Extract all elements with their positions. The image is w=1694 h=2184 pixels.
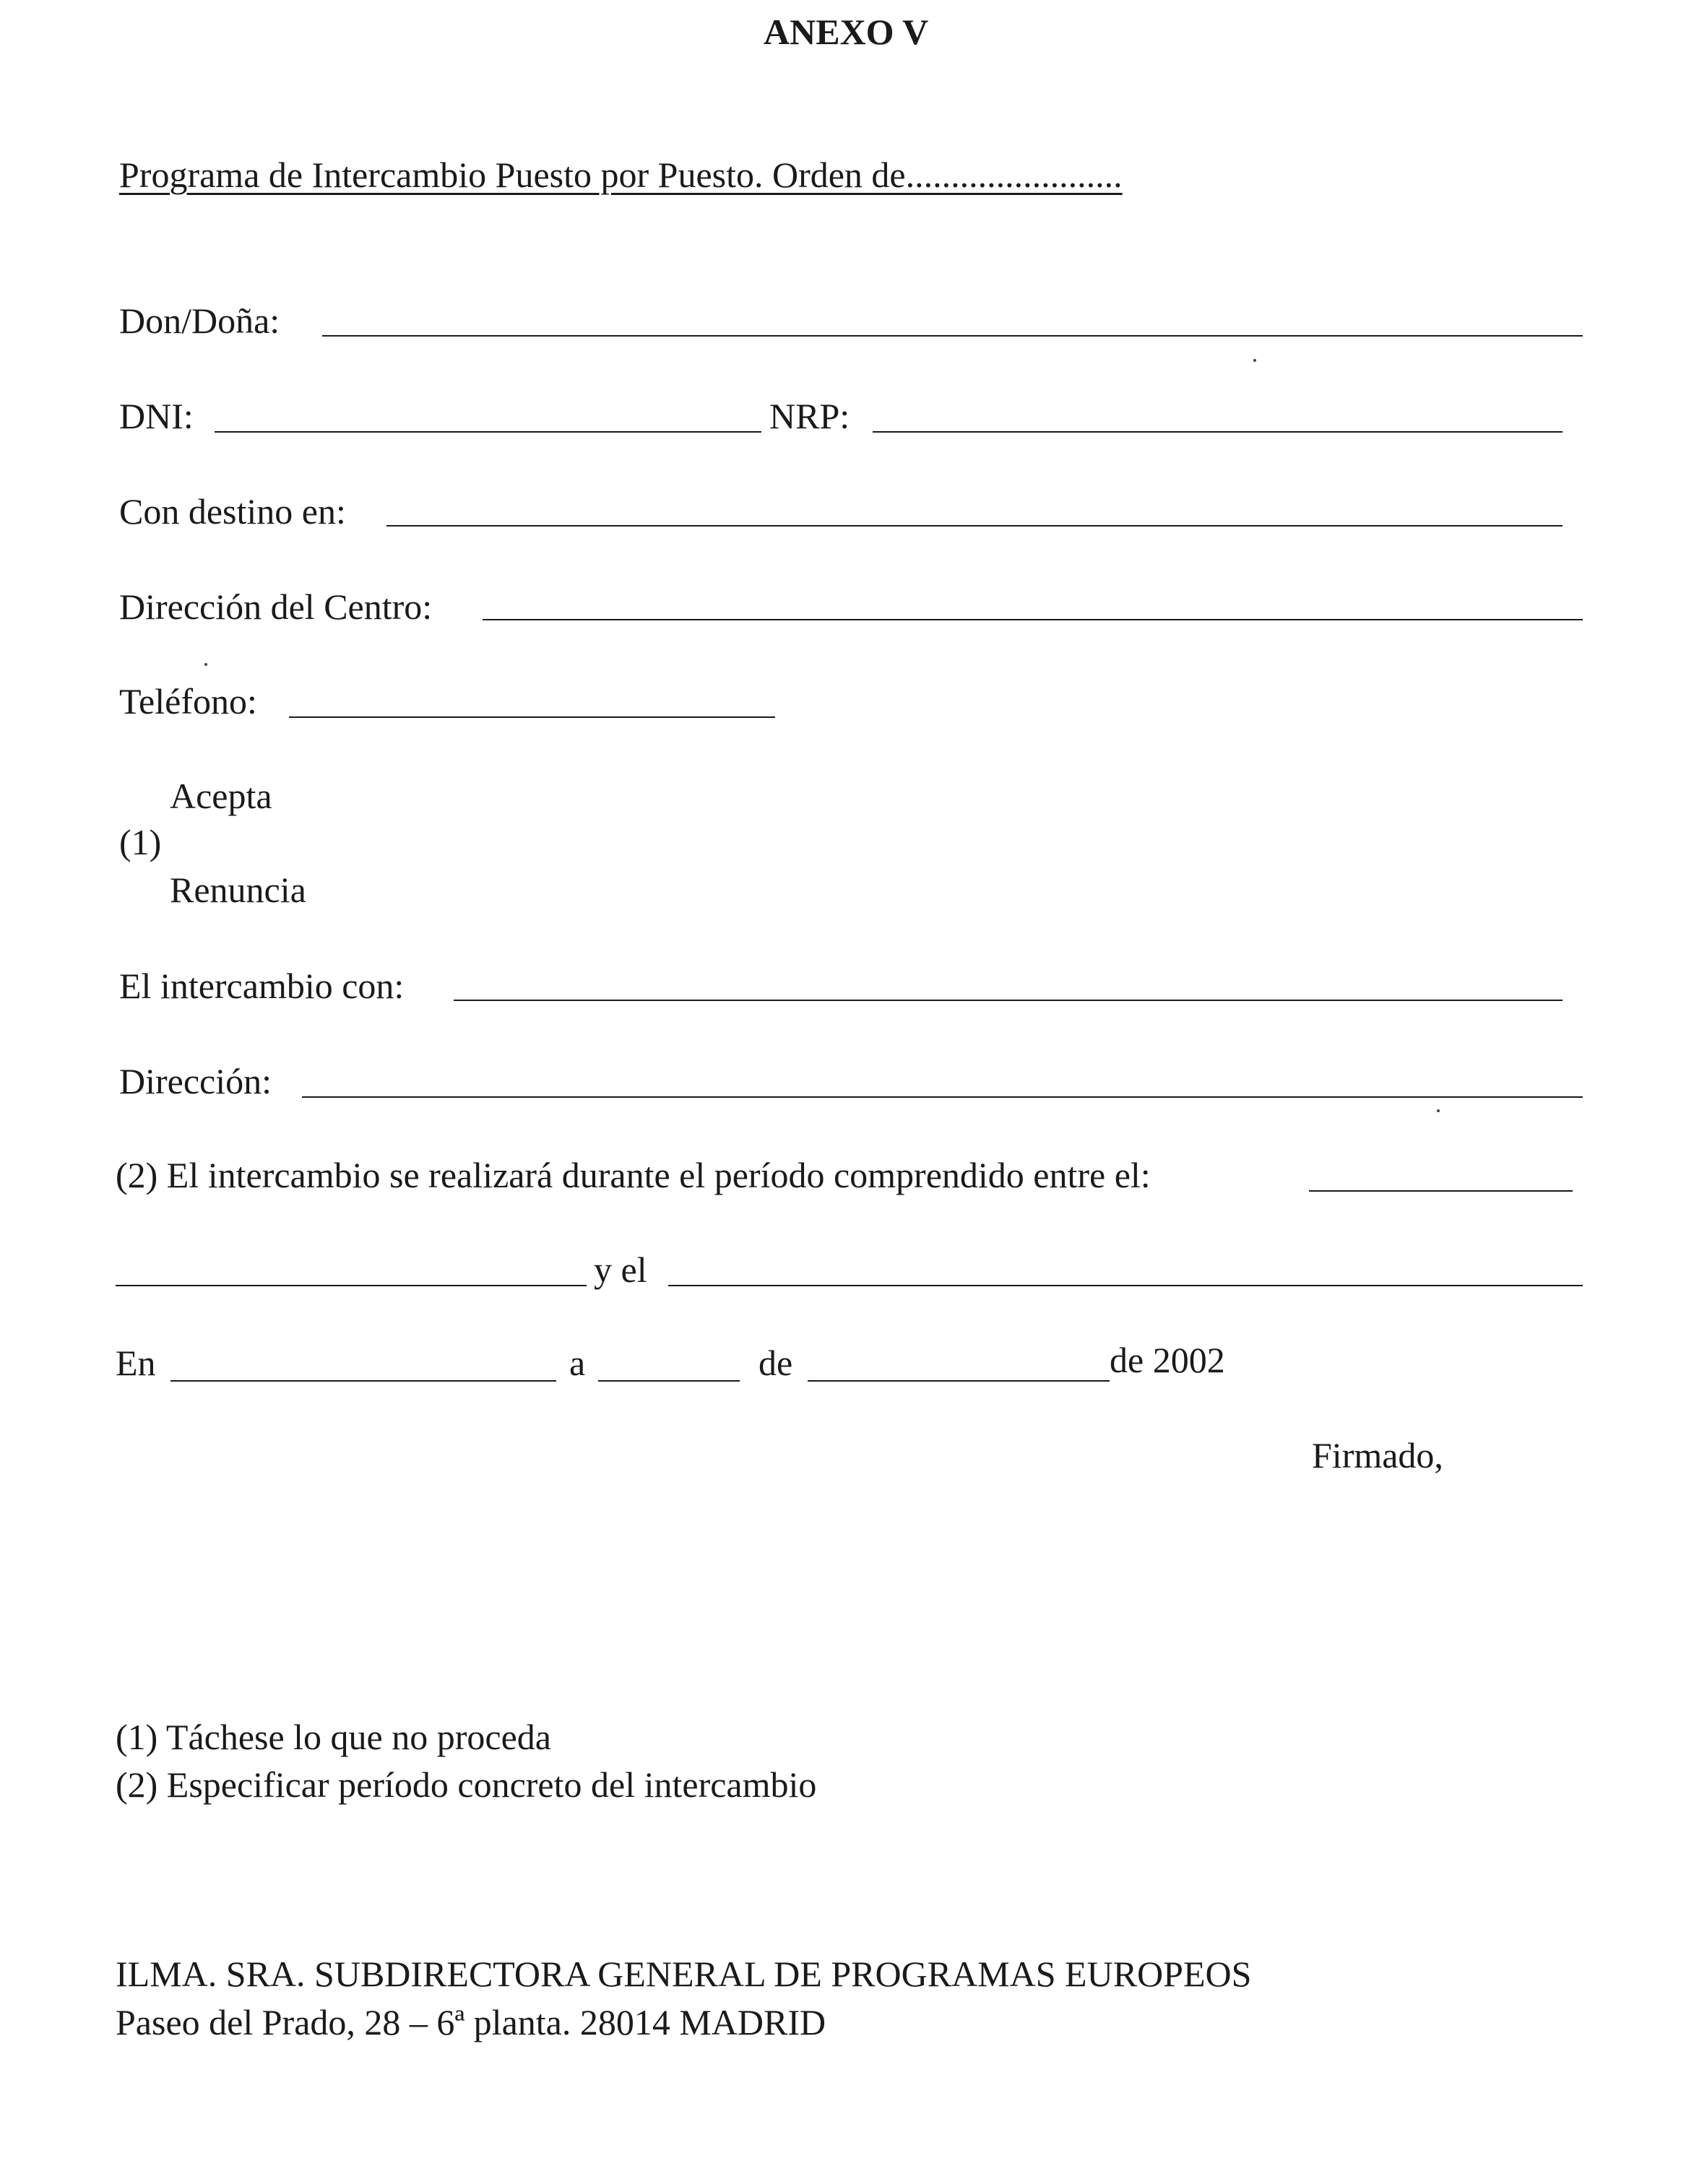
intercambio-con-label: El intercambio con:	[119, 966, 405, 1006]
footnote-2: (2) Especificar período concreto del intercambio	[116, 1764, 817, 1805]
dni-field[interactable]	[215, 431, 761, 433]
periodo-end-field[interactable]	[668, 1285, 1583, 1286]
page-title: ANEXO V	[764, 12, 929, 52]
destino-field[interactable]	[386, 525, 1563, 526]
nrp-field[interactable]	[873, 431, 1563, 433]
destino-label: Con destino en:	[119, 491, 346, 532]
don-dona-label: Don/Doña:	[119, 300, 280, 341]
periodo-start-field-cont[interactable]	[116, 1285, 587, 1286]
periodo-start-field[interactable]	[1309, 1190, 1573, 1192]
scan-speck	[1437, 1109, 1440, 1112]
dni-label: DNI:	[119, 396, 194, 436]
day-field[interactable]	[598, 1380, 740, 1382]
scan-speck	[204, 663, 207, 666]
address-line-1: ILMA. SRA. SUBDIRECTORA GENERAL DE PROGRAMAS EUROPEOS	[116, 1954, 1252, 1994]
year-label: de 2002	[1110, 1340, 1225, 1380]
periodo-text: (2) El intercambio se realizará durante el período comprendido entre el:	[116, 1155, 1151, 1195]
direccion-field[interactable]	[302, 1096, 1583, 1098]
a-label: a	[569, 1343, 586, 1383]
nrp-label: NRP:	[769, 396, 850, 436]
address-line-2: Paseo del Prado, 28 – 6ª planta. 28014 MADRID	[116, 2002, 826, 2042]
de-label: de	[759, 1343, 793, 1383]
month-field[interactable]	[808, 1380, 1110, 1382]
note-marker-1: (1)	[119, 822, 162, 862]
y-el-label: y el	[594, 1249, 647, 1290]
direccion-centro-field[interactable]	[483, 619, 1583, 620]
don-dona-field[interactable]	[322, 335, 1583, 337]
footnote-1: (1) Táchese lo que no proceda	[116, 1717, 551, 1757]
telefono-label: Teléfono:	[119, 681, 257, 722]
scan-speck	[1253, 359, 1256, 362]
programa-heading: Programa de Intercambio Puesto por Puesto. Orden de........................	[119, 155, 1123, 195]
renuncia-option: Renuncia	[170, 870, 306, 910]
direccion-label: Dirección:	[119, 1061, 272, 1101]
telefono-field[interactable]	[289, 716, 775, 718]
en-label: En	[116, 1343, 156, 1383]
place-field[interactable]	[170, 1380, 556, 1382]
firmado-label: Firmado,	[1312, 1435, 1443, 1476]
acepta-option: Acepta	[170, 776, 272, 816]
direccion-centro-label: Dirección del Centro:	[119, 586, 433, 627]
intercambio-con-field[interactable]	[454, 1000, 1563, 1001]
